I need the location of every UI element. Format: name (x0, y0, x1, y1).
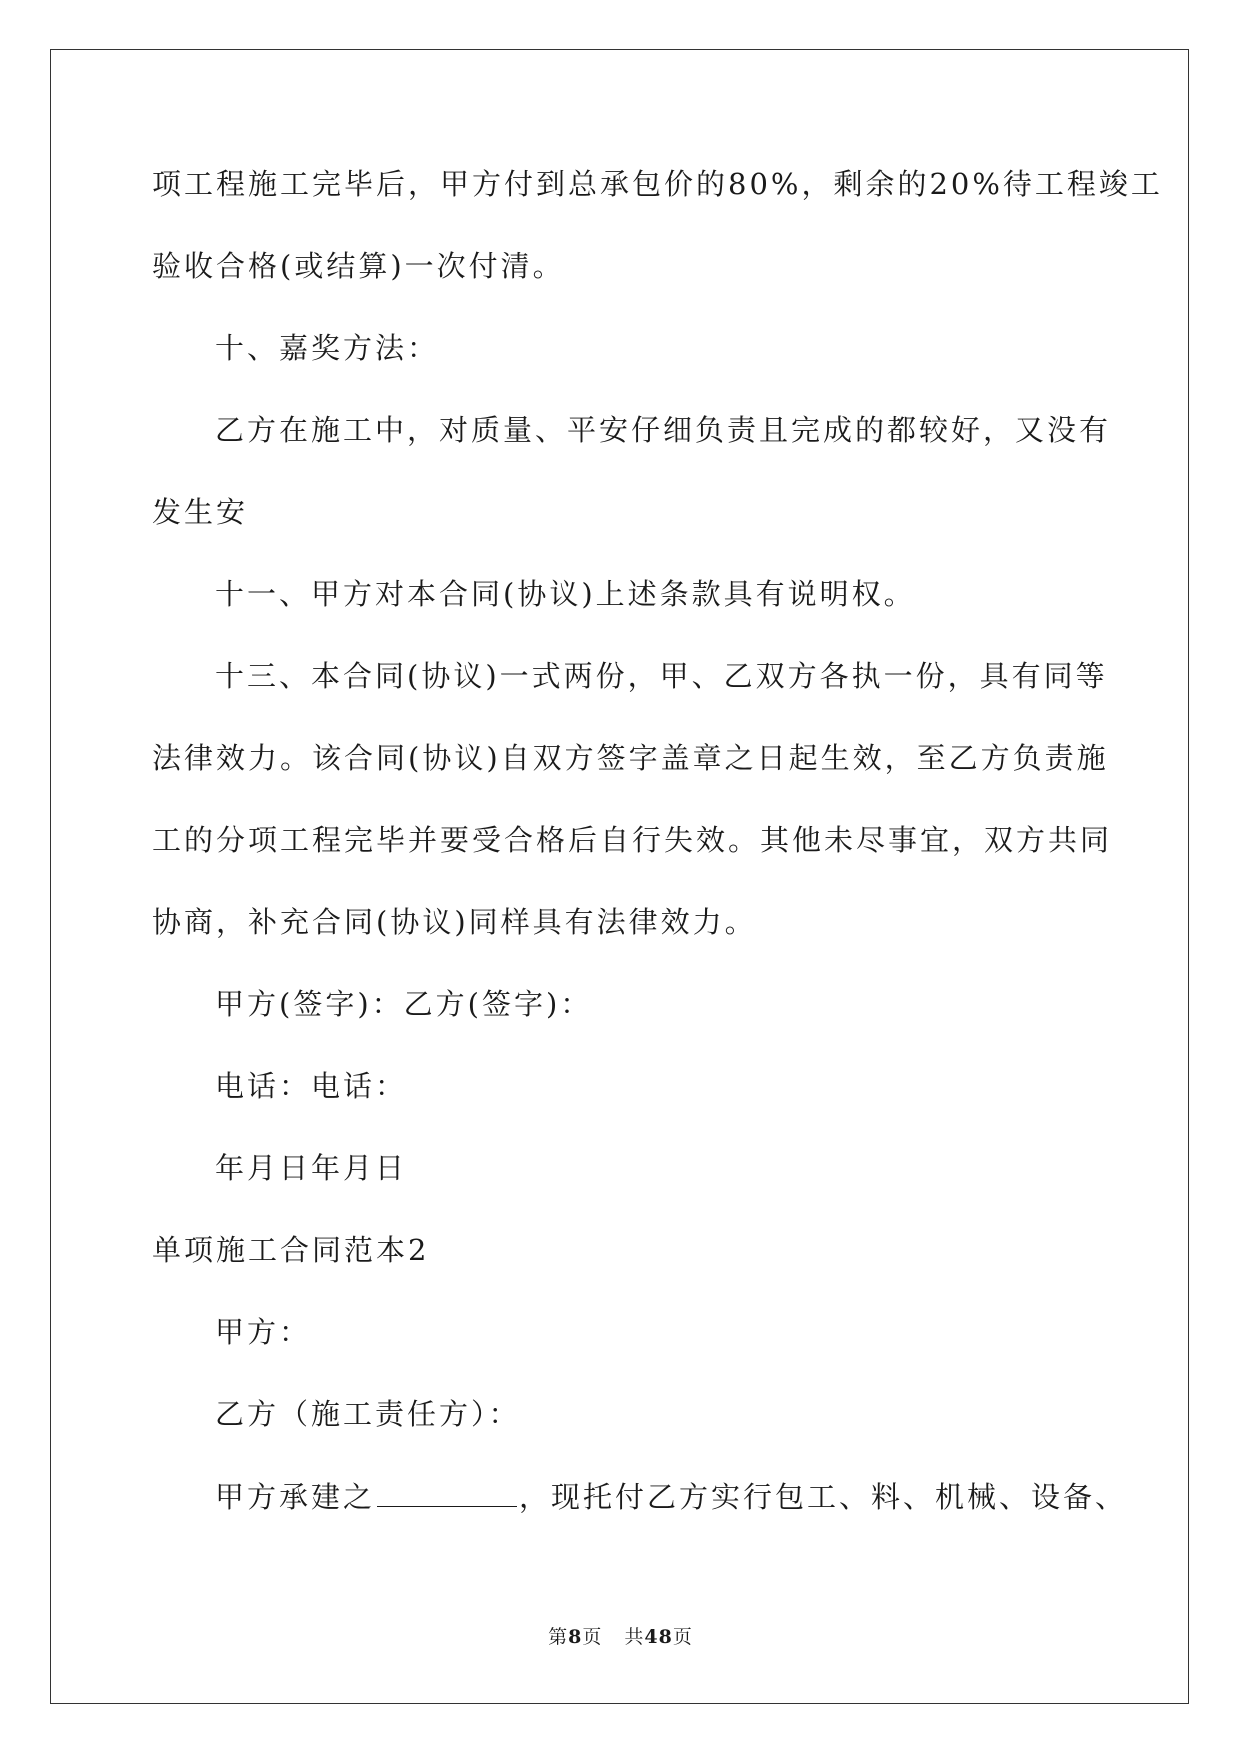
paragraph-line: 工的分项工程完毕并要受合格后自行失效。其他未尽事宜，双方共同 (152, 823, 1113, 857)
project-name-blank (377, 1476, 517, 1507)
project-line-suffix: ，现托付乙方实行包工、料、机械、设备、 (519, 1480, 1128, 1514)
paragraph-line: 发生安 (152, 495, 249, 529)
page-prefix: 第 (548, 1626, 569, 1648)
paragraph-line: 协商，补充合同(协议)同样具有法律效力。 (152, 905, 757, 939)
section-heading-reward: 十、嘉奖方法： (215, 331, 440, 365)
project-line (152, 1476, 1128, 1558)
party-b-line: 乙方（施工责任方）： (215, 1397, 521, 1431)
total-suffix: 页 (672, 1626, 693, 1648)
date-line: 年月日年月日 (215, 1151, 408, 1185)
phone-line: 电话：电话： (215, 1069, 408, 1103)
paragraph-line: 乙方在施工中，对质量、平安仔细负责且完成的都较好，又没有 (215, 413, 1112, 447)
paragraph-line: 法律效力。该合同(协议)自双方签字盖章之日起生效，至乙方负责施 (152, 741, 1109, 775)
contract-title: 单项施工合同范本2 (152, 1233, 430, 1267)
total-prefix: 共 (624, 1626, 645, 1648)
signature-line: 甲方(签字)：乙方(签字)： (215, 987, 593, 1021)
page-suffix: 页 (582, 1626, 603, 1648)
page-number: 8 (568, 1626, 583, 1648)
clause-eleven: 十一、甲方对本合同(协议)上述条款具有说明权。 (215, 577, 916, 611)
clause-thirteen: 十三、本合同(协议)一式两份，甲、乙双方各执一份，具有同等 (215, 659, 1108, 693)
total-pages: 48 (644, 1626, 673, 1648)
document-body (152, 164, 1163, 1558)
party-a-line: 甲方： (215, 1315, 312, 1349)
page-footer (0, 1622, 1241, 1649)
project-line-prefix: 甲方承建之 (215, 1480, 376, 1514)
paragraph-line: 验收合格(或结算)一次付清。 (152, 249, 565, 283)
paragraph-line: 项工程施工完毕后，甲方付到总承包价的80%，剩余的20%待工程竣工 (152, 167, 1163, 201)
